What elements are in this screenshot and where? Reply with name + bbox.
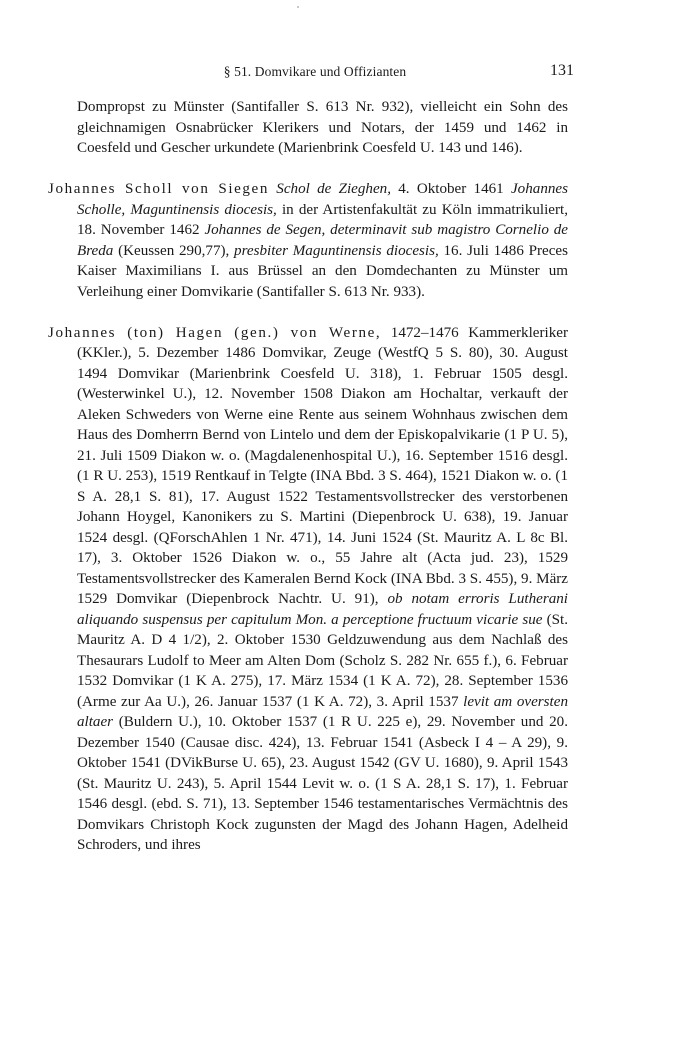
entry-text: (Keussen 290,77), bbox=[113, 242, 235, 259]
latin-quote: levit am oversten altaer bbox=[77, 693, 568, 730]
entry-text: in der Artistenfakultät zu Köln immatrikuliert, 18. November 1462 bbox=[77, 201, 568, 238]
scan-speck bbox=[297, 6, 299, 8]
entry-text: 16. Juli 1486 Preces Kaiser Maximilians I. aus Brüssel an den Domdechanten zu Münster um Verleihung einer Domvikarie (Santifaller S. 613 Nr. 933). bbox=[77, 242, 568, 300]
latin-quote: Johannes Scholle, Maguntinensis diocesis, bbox=[77, 181, 568, 218]
entry-text: 1472–1476 Kammerkleriker (KKler.), 5. Dezember 1486 Domvikar, Zeuge (WestfQ 5 S. 80), 30. August 1494 Domvikar (Marienbrink Coesfeld U. 318), 1. Februar 1505 desgl. (Westerwinkel U.), 12. November 1508 Diakon am Hochaltar, verkauft der Aleken Schweders von Werne eine Rente aus seinem Wohnhaus zwischen dem Haus des Domherrn Bernd von Lintelo und dem der Episkopalvikarie (1 P U. 5), 21. Juli 1509 Diakon w. o. (Magdalenenhospital U.), 16. September 1516 desgl. (1 R U. 253), 1519 Rentkauf in Telgte (INA Bbd. 3 S. 464), 1521 Diakon w. o. (1 S A. 28,1 S. 81), 17. August 1522 Testamentsvollstrecker des verstorbenen Johann Hoygel, Kanonikers zu S. Martini (Diepenbrock U. 638), 19. Januar 1524 desgl. (QForschAhlen 1 Nr. 471), 14. Juni 1524 (St. Mauritz A. L 8c Bl. 17), 3. Oktober 1526 Diakon w. o., 55 Jahre alt (Acta jud. 23), 1529 Testamentsvollstrecker des Kameralen Bernd Kock (INA Bbd. 3 S. 455), 9. März 1529 Domvikar (Diepenbrock Nachtr. U. 91), bbox=[77, 324, 568, 607]
page-number: 131 bbox=[550, 62, 574, 79]
entry-name: Johannes Scholl von Siegen bbox=[48, 181, 270, 197]
entry-text: (Buldern U.), 10. Oktober 1537 (1 R U. 225 e), 29. November und 20. Dezember 1540 (Causae disc. 424), 13. Februar 1541 (Asbeck I 4 – A 29), 9. Oktober 1541 (DVikBurse U. 65), 23. August 1542 (GV U. 1680), 9. April 1543 (St. Mauritz U. 243), 5. April 1544 Levit w. o. (1 S A. 28,1 S. 17), 1. Februar 1546 desgl. (ebd. S. 71), 13. September 1546 testamentarisches Vermächtnis des Domvikars Christoph Kock zugunsten der Magd des Johann Hagen, Adelheid Schroders, und ihres bbox=[77, 714, 568, 853]
latin-quote: Johannes de Segen, determinavit sub magistro Cornelio de Breda bbox=[77, 222, 569, 259]
latin-quote: presbiter Maguntinensis diocesis, bbox=[234, 242, 439, 259]
entry-name: Johannes (ton) Hagen (gen.) von Werne, bbox=[48, 324, 382, 341]
latin-quote: Schol de Zieghen, bbox=[276, 181, 391, 197]
entry-text: 4. Oktober 1461 bbox=[390, 181, 511, 197]
entry-johannes-scholl bbox=[48, 179, 568, 302]
entry-text: (St. Mauritz A. D 4 1/2), 2. Oktober 1530 Geldzuwendung aus dem Nachlaß des Thesaurars Ludolf to Meer am Alten Dom (Scholz S. 282 Nr. 655 f.), 6. Februar 1532 Domvikar (1 K A. 275), 17. März 1534 (1 K A. 72), 28. September 1536 (Arme zur Aa U.), 26. Januar 1537 (1 K A. 72), 3. April 1537 bbox=[77, 611, 568, 710]
entry-continuation-text: Dompropst zu Münster (Santifaller S. 613 Nr. 932), vielleicht ein Sohn des gleichnamigen Osnabrücker Klerikers und Notars, der 1459 und 1462 in Coesfeld und Gescher urkundete (Marienbrink Coesfeld U. 143 und 146). bbox=[77, 99, 568, 156]
entry-johannes-hagen bbox=[48, 323, 568, 856]
running-title: § 51. Domvikare und Offizianten bbox=[223, 64, 407, 79]
running-head bbox=[62, 62, 574, 86]
latin-quote: ob notam erroris Lutherani aliquando suspensus per capitulum Mon. a perceptione fructuum vicarie sue bbox=[77, 591, 568, 628]
entry-continuation bbox=[48, 97, 568, 159]
body-text bbox=[48, 97, 568, 856]
